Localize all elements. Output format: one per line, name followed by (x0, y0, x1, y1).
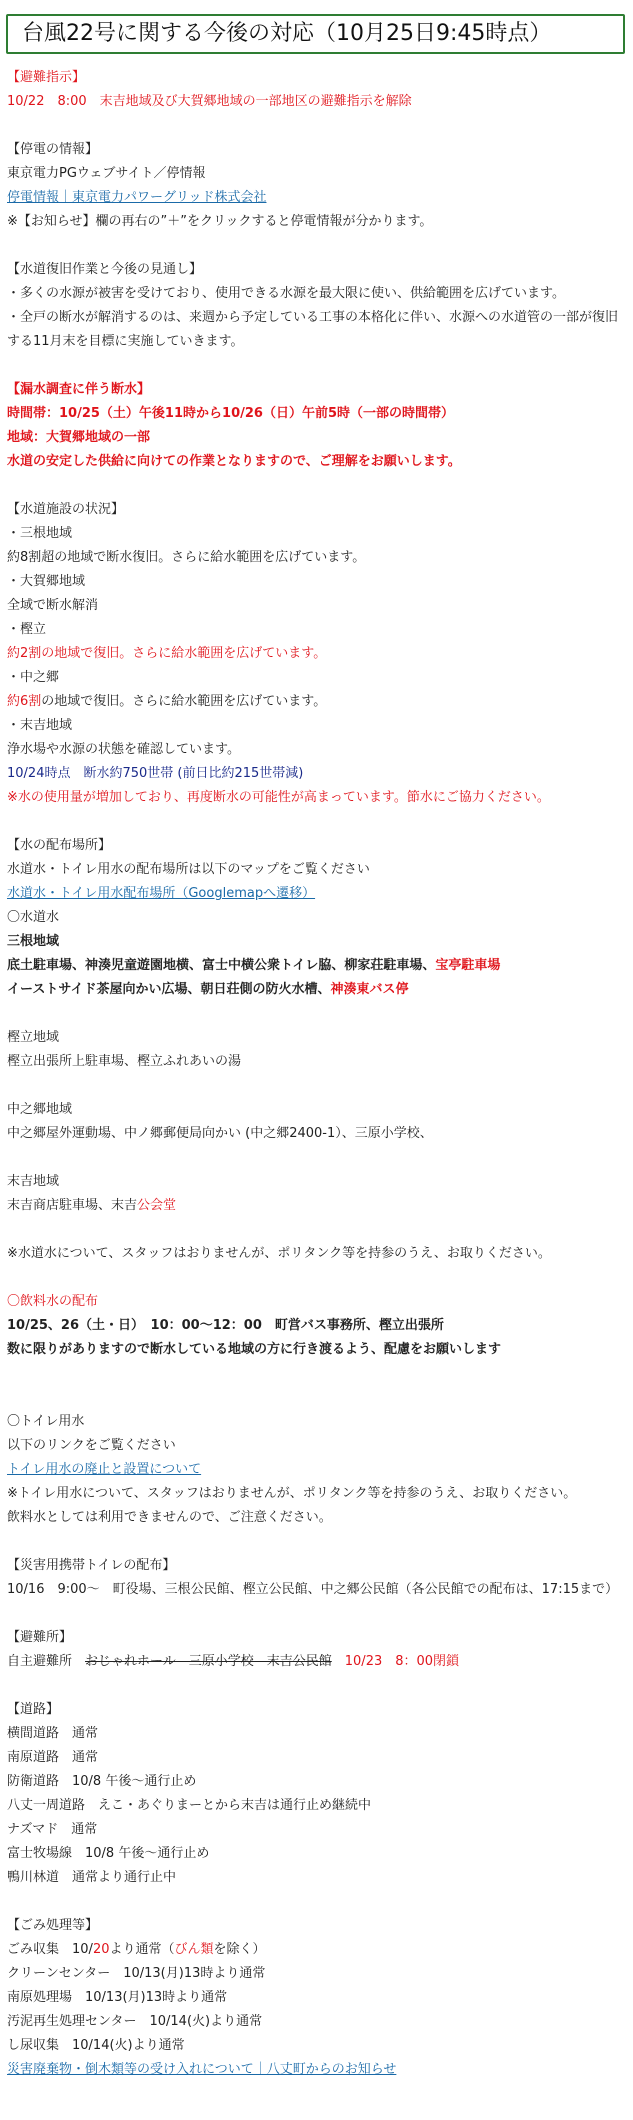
spacer (7, 234, 625, 258)
mitsune-list2-plain: イーストサイド茶屋向かい広場、朝日荘側の防火水槽、 (7, 982, 331, 997)
leak-heading: 【漏水調査に伴う断水】 (7, 382, 151, 397)
mitsune-distribution-list2 (7, 978, 625, 1002)
spacer (7, 114, 625, 138)
disaster-waste-link[interactable]: 災害廃棄物・倒木類等の受け入れについて｜八丈町からのお知らせ (7, 2062, 397, 2077)
evacuation-heading: 【避難指示】 (7, 70, 86, 85)
evacuation-detail: 10/22 8:00 末吉地域及び大賀郷地域の一部地区の避難指示を解除 (7, 94, 412, 109)
drinking-water-note: 数に限りがありますので断水している地域の方に行き渡るよう、配慮をお願いします (7, 1342, 502, 1357)
distribution-heading: 【水の配布場所】 (7, 838, 112, 853)
spacer (7, 1266, 625, 1290)
road-item: 防衛道路 10/8 午後〜通行止め (7, 1774, 197, 1789)
nakanogo-rest: の地域で復旧。さらに給水範囲を広げています。 (41, 694, 327, 709)
road-item: 鴨川林道 通常より通行止中 (7, 1870, 177, 1885)
toilet-water-link[interactable]: トイレ用水の廃止と設置について (7, 1462, 202, 1477)
toilet-water-intro: 以下のリンクをご覧ください (7, 1438, 176, 1453)
sueyoshi-label: ・末吉地域 (7, 718, 73, 733)
toilet-water-note1: ※トイレ用水について、スタッフはおりませんが、ポリタンク等を持参のうえ、お取りください。 (7, 1486, 577, 1501)
shelter-label: 自主避難所 (7, 1654, 86, 1669)
spacer (7, 1074, 625, 1098)
mitsune-distribution-heading: 三根地域 (7, 934, 60, 949)
garbage-collection-excluded: を除く） (213, 1942, 266, 1957)
garbage-collection-bottles: びん類 (174, 1942, 214, 1957)
distribution-map-link[interactable]: 水道水・トイレ用水配布場所（Googlemapへ遷移） (7, 886, 316, 901)
sueyoshi-detail: 浄水場や水源の状態を確認しています。 (7, 742, 240, 757)
sueyoshi-distribution-heading: 末吉地域 (7, 1174, 60, 1189)
spacer (7, 1002, 625, 1026)
water-outlook-heading: 【水道復旧作業と今後の見通し】 (7, 262, 203, 277)
mitsune-list1-plain: 底土駐車場、神湊児童遊園地横、富士中横公衆トイレ脇、柳家荘駐車場、 (7, 958, 436, 973)
page-title: 台風22号に関する今後の対応（10月25日9:45時点） (22, 21, 552, 46)
water-outlook-line2: ・全戸の断水が解消するのは、来週から予定している工事の本格化に伴い、水源への水道管の一部が復旧する11月末を目標に実施していきます。 (7, 310, 619, 349)
portable-toilet-detail: 10/16 9:00〜 町役場、三根公民館、樫立公民館、中之郷公民館（各公民館での配布は、17:15まで） (7, 1582, 619, 1597)
nakanogo-ratio: 約6割 (7, 694, 42, 709)
shelter-list-struck: おじゃれホール 三原小学校 末吉公民館 (85, 1654, 332, 1669)
road-item: 横間道路 通常 (7, 1726, 99, 1741)
sueyoshi-list-red: 公会堂 (137, 1198, 177, 1213)
cutoff-count: 10/24時点 断水約750世帯 (前日比約215世帯減) (7, 766, 304, 781)
leak-time: 時間帯：10/25（土）午後11時から10/26（日）午前5時（一部の時間帯） (7, 406, 454, 421)
nakanogo-detail (7, 690, 625, 714)
spacer (7, 1146, 625, 1170)
road-item: 南原道路 通常 (7, 1750, 99, 1765)
garbage-collection-day: 20 (92, 1942, 110, 1957)
nakanogo-distribution-list: 中之郷屋外運動場、中ノ郷郵便局向かい (中之郷2400-1）、三原小学校、 (7, 1126, 433, 1141)
garbage-collection-date: ごみ収集 10/ (7, 1942, 93, 1957)
mitsune-list1-red: 宝亭駐車場 (435, 958, 501, 973)
roads-heading: 【道路】 (7, 1702, 60, 1717)
page-title-box (6, 14, 625, 54)
distribution-intro: 水道水・トイレ用水の配布場所は以下のマップをご覧ください (7, 862, 370, 877)
mitsune-distribution-list1 (7, 954, 625, 978)
kashitate-distribution-list: 樫立出張所上駐車場、樫立ふれあいの湯 (7, 1054, 242, 1069)
kashitate-distribution-heading: 樫立地域 (7, 1030, 60, 1045)
spacer (7, 810, 625, 834)
okago-detail: 全域で断水解消 (7, 598, 99, 613)
road-item: 八丈一周道路 えこ・あぐりまーとから末吉は通行止め継続中 (7, 1798, 372, 1813)
spacer (7, 1890, 625, 1914)
portable-toilet-heading: 【災害用携帯トイレの配布】 (7, 1558, 176, 1573)
garbage-collection-normal: より通常（ (109, 1942, 175, 1957)
leak-area: 地域：大賀郷地域の一部 (7, 430, 151, 445)
toilet-water-heading: 〇トイレ用水 (7, 1414, 85, 1429)
clean-center: クリーンセンター 10/13(月)13時より通常 (7, 1966, 266, 1981)
leak-note: 水道の安定した供給に向けての作業となりますので、ご理解をお願いします。 (7, 454, 461, 469)
water-status-heading: 【水道施設の状況】 (7, 502, 125, 517)
spacer (7, 474, 625, 498)
notice-content (6, 66, 625, 2082)
road-item: ナズマド 通常 (7, 1822, 98, 1837)
water-outlook-line1: ・多くの水源が被害を受けており、使用できる水源を最大限に使い、供給範囲を広げています。 (7, 286, 565, 301)
drinking-water-schedule: 10/25、26（土・日） 10：00〜12：00 町営バス事務所、樫立出張所 (7, 1318, 444, 1333)
shelter-heading: 【避難所】 (7, 1630, 73, 1645)
spacer (7, 354, 625, 378)
nakanogo-label: ・中之郷 (7, 670, 60, 685)
power-heading: 【停電の情報】 (7, 142, 99, 157)
shelter-detail (7, 1650, 625, 1674)
sewage-center: 汚泥再生処理センター 10/14(火)より通常 (7, 2014, 263, 2029)
okago-label: ・大賀郷地域 (7, 574, 86, 589)
mitsune-list2-red: 神湊東バス停 (330, 982, 409, 997)
mitsune-label: ・三根地域 (7, 526, 73, 541)
power-site: 東京電力PGウェブサイト／停情報 (7, 166, 206, 181)
garbage-heading: 【ごみ処理等】 (7, 1918, 99, 1933)
nakanogo-distribution-heading: 中之郷地域 (7, 1102, 73, 1117)
garbage-collection (7, 1938, 625, 1962)
spacer (7, 1602, 625, 1626)
spacer (7, 1362, 625, 1386)
spacer (7, 1674, 625, 1698)
kashitate-detail: 約2割の地域で復旧。さらに給水範囲を広げています。 (7, 646, 327, 661)
minamihara-plant: 南原処理場 10/13(月)13時より通常 (7, 1990, 228, 2005)
mitsune-detail: 約8割超の地域で断水復旧。さらに給水範囲を広げています。 (7, 550, 366, 565)
road-item: 富士牧場線 10/8 午後〜通行止め (7, 1846, 210, 1861)
power-note: ※【お知らせ】欄の再右の”＋”をクリックすると停電情報が分かります。 (7, 214, 433, 229)
night-soil-collection: し尿収集 10/14(火)より通常 (7, 2038, 185, 2053)
spacer (7, 1386, 625, 1410)
sueyoshi-list-plain: 末吉商店駐車場、末吉 (7, 1198, 138, 1213)
toilet-water-note2: 飲料水としては利用できませんので、ご注意ください。 (7, 1510, 332, 1525)
drinking-water-heading: 〇飲料水の配布 (7, 1294, 99, 1309)
sueyoshi-distribution-list (7, 1194, 625, 1218)
distribution-note: ※水道水について、スタッフはおりませんが、ポリタンク等を持参のうえ、お取りください。 (7, 1246, 551, 1261)
water-warning: ※水の使用量が増加しており、再度断水の可能性が高まっています。節水にご協力ください。 (7, 790, 550, 805)
kashitate-label: ・樫立 (7, 622, 47, 637)
shelter-closed: 10/23 8：00閉鎖 (331, 1654, 460, 1669)
spacer (7, 1530, 625, 1554)
power-outage-link[interactable]: 停電情報｜東京電力パワーグリッド株式会社 (7, 190, 267, 205)
spacer (7, 1218, 625, 1242)
tap-water-heading: 〇水道水 (7, 910, 60, 925)
